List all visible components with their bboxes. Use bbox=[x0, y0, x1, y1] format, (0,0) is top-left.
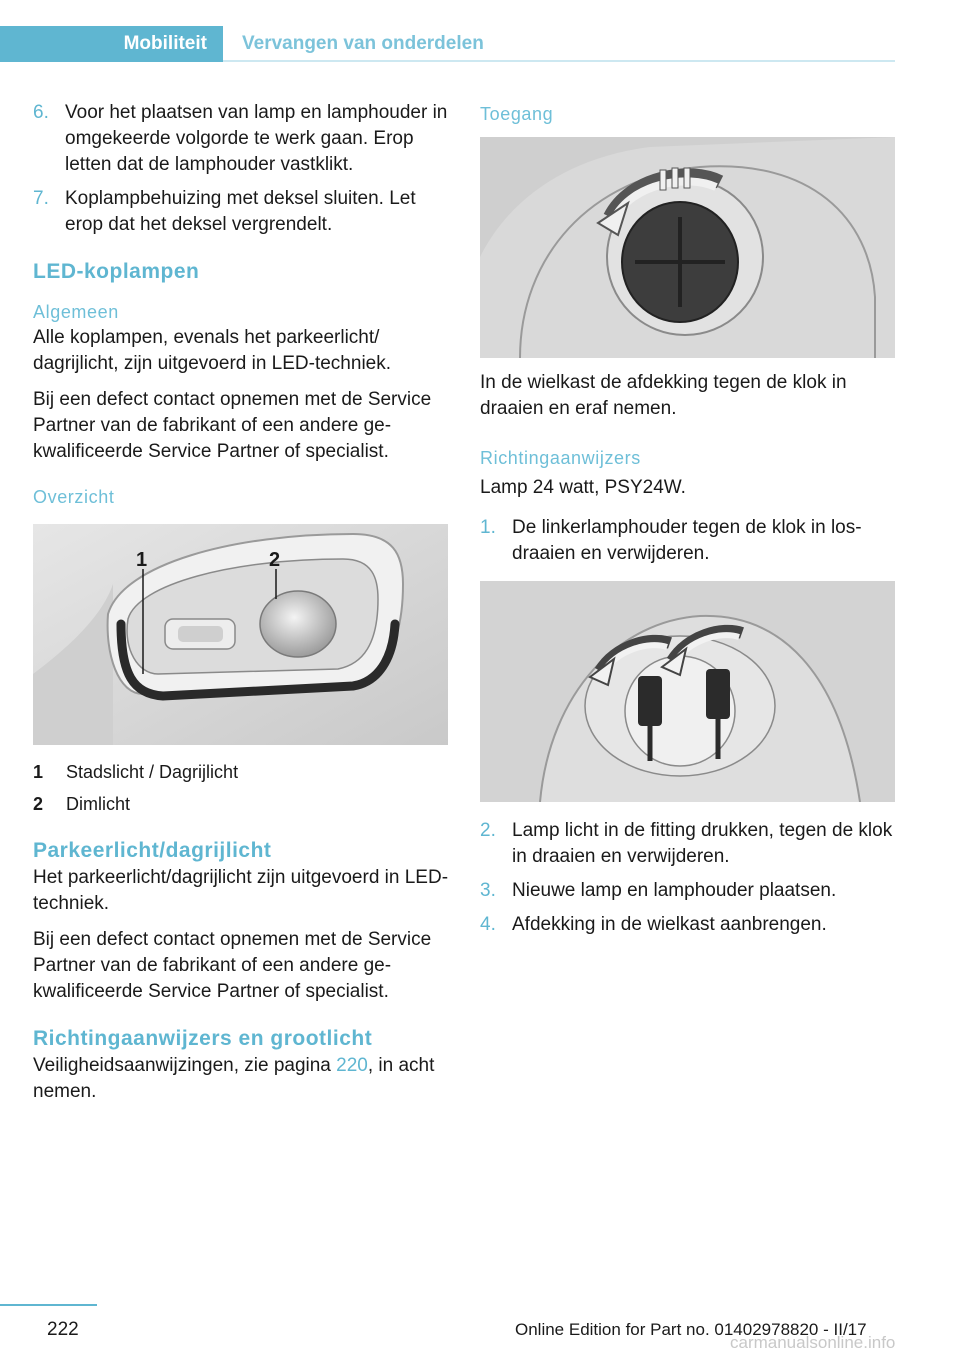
step-number: 3. bbox=[480, 880, 496, 901]
step-text: Lamp licht in de fitting drukken, tegen de klok in draaien en verwijderen. bbox=[512, 820, 893, 867]
figure-label-1: 1 bbox=[136, 549, 148, 571]
richtingaanwijzers-paragraph: Lamp 24 watt, PSY24W. bbox=[480, 477, 686, 498]
step-text: De linkerlamphouder tegen de klok in losdraaien en verwijderen. bbox=[512, 517, 862, 564]
step-3 bbox=[480, 878, 896, 904]
step-number: 6. bbox=[33, 102, 49, 123]
step-2 bbox=[480, 818, 896, 870]
algemeen-paragraph-1: Alle koplampen, evenals het parkeerlicht/ dagrijlicht, zijn uitgevoerd in LED-techniek. bbox=[33, 327, 392, 374]
richtingaanwijzers-heading: Richtingaanwijzers bbox=[480, 448, 641, 468]
legend-item bbox=[33, 759, 449, 785]
parkeerlicht-paragraph-2: Bij een defect contact opnemen met de Service Partner van de fabrikant of een andere gekwalificeerde Service Partner of specialist. bbox=[33, 929, 432, 1002]
step-4 bbox=[480, 912, 896, 938]
header-rule bbox=[223, 60, 895, 62]
step-text: Koplampbehuizing met deksel sluiten. Let erop dat het deksel vergrendelt. bbox=[65, 188, 416, 235]
parkeerlicht-heading: Parkeerlicht/dagrijlicht bbox=[33, 839, 272, 862]
section-tab: Mobiliteit bbox=[0, 26, 223, 62]
figure-label-2: 2 bbox=[269, 549, 281, 571]
overzicht-heading: Overzicht bbox=[33, 487, 115, 507]
left-column bbox=[33, 100, 449, 1105]
richtingaanwijzers-grootlicht-heading: Richtingaanwijzers en grootlicht bbox=[33, 1027, 373, 1050]
step-text: Voor het plaatsen van lamp en lamphouder in omgekeerde volgorde te werk gaan. Erop letten dat de lamphouder vastklikt. bbox=[65, 102, 448, 175]
legend-number: 2 bbox=[33, 794, 44, 814]
chapter-title: Vervangen van onderdelen bbox=[242, 33, 484, 54]
safety-reference-paragraph: Veiligheidsaanwijzingen, zie pagina 220, in acht nemen. bbox=[33, 1055, 435, 1102]
steps-list bbox=[480, 818, 896, 938]
legend-text: Stadslicht / Dagrijlicht bbox=[66, 762, 239, 782]
step-number: 4. bbox=[480, 914, 496, 935]
step-number: 1. bbox=[480, 517, 496, 538]
step-1 bbox=[480, 515, 896, 567]
step-7 bbox=[33, 186, 449, 238]
step-text: Afdekking in de wielkast aanbrengen. bbox=[512, 914, 827, 935]
parkeerlicht-paragraph-1: Het parkeerlicht/dagrijlicht zijn uitgevoerd in LED-techniek. bbox=[33, 867, 449, 914]
wheelarch-cover-figure bbox=[480, 137, 895, 358]
legend-number: 1 bbox=[33, 762, 44, 782]
edition-text: Online Edition for Part no. 01402978820 - II/17 bbox=[515, 1320, 867, 1339]
right-column bbox=[480, 100, 896, 946]
page-number: 222 bbox=[47, 1319, 79, 1340]
bulb-holder-figure bbox=[480, 581, 895, 802]
headlight-overview-figure bbox=[33, 524, 448, 745]
footer-rule bbox=[0, 1304, 97, 1306]
led-koplampen-heading: LED-koplampen bbox=[33, 260, 200, 283]
watermark: carmanualsonline.info bbox=[730, 1333, 896, 1352]
algemeen-heading: Algemeen bbox=[33, 302, 119, 322]
step-6 bbox=[33, 100, 449, 178]
algemeen-paragraph-2: Bij een defect contact opnemen met de Service Partner van de fabrikant of een andere gekwalificeerde Service Partner of specialist. bbox=[33, 389, 432, 462]
step-number: 2. bbox=[480, 820, 496, 841]
step-text: Nieuwe lamp en lamphouder plaatsen. bbox=[512, 880, 837, 901]
legend-text: Dimlicht bbox=[66, 794, 131, 814]
figure-legend bbox=[33, 759, 449, 817]
page-header bbox=[0, 26, 895, 62]
toegang-heading: Toegang bbox=[480, 104, 554, 124]
toegang-paragraph: In de wielkast de afdekking tegen de klok in draaien en eraf nemen. bbox=[480, 372, 847, 419]
step-number: 7. bbox=[33, 188, 49, 209]
page-link[interactable]: 220 bbox=[336, 1055, 368, 1076]
legend-item bbox=[33, 791, 449, 817]
